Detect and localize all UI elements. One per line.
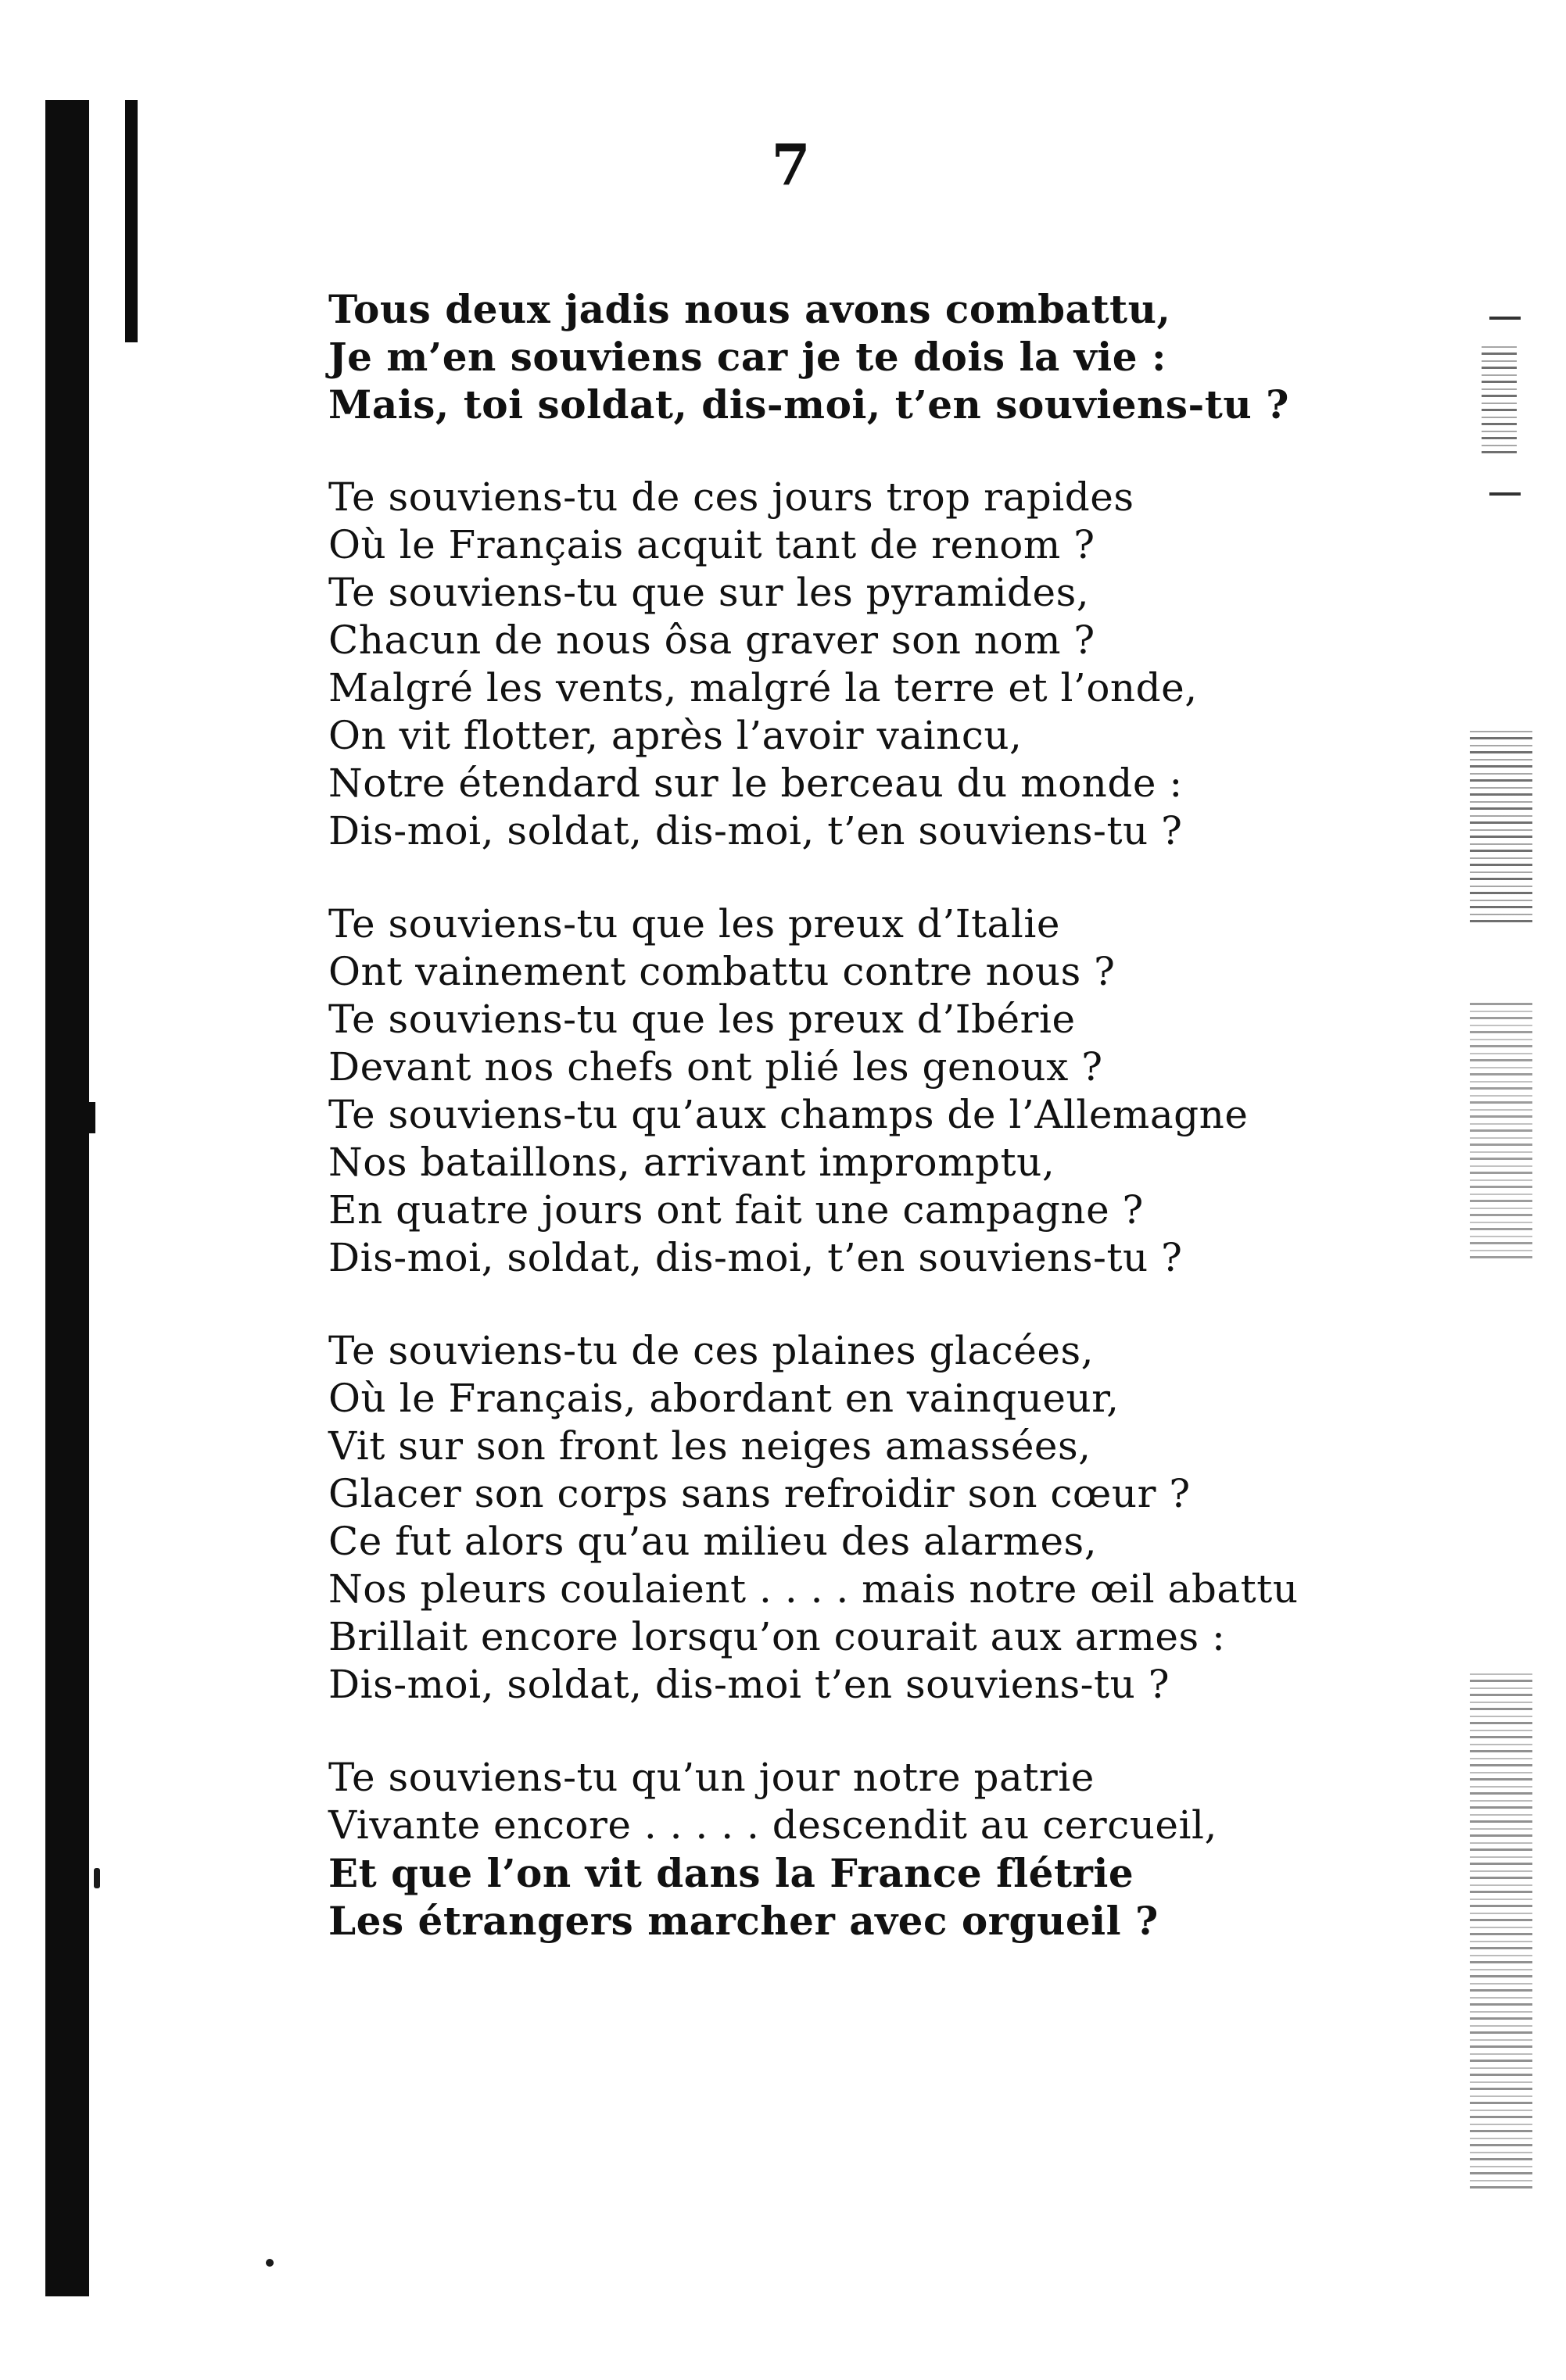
edge-mark — [1489, 492, 1521, 496]
poem-line: Te souviens-tu que sur les pyramides, — [328, 570, 1090, 615]
poem-line: Te souviens-tu que les preux d’Ibérie — [328, 997, 1076, 1042]
poem-line: Mais, toi soldat, dis-moi, t’en souviens-tu ? — [328, 381, 1289, 428]
poem-line: Où le Français, abordant en vainqueur, — [328, 1376, 1120, 1421]
poem-line: Chacun de nous ôsa graver son nom ? — [328, 617, 1095, 663]
edge-scan-noise — [1470, 727, 1532, 922]
poem-line: Les étrangers marcher avec orgueil ? — [328, 1898, 1159, 1944]
page-number: 7 — [771, 131, 811, 198]
binding-gutter-shadow — [45, 100, 89, 2296]
stanza-4 — [328, 1327, 1439, 1709]
poem-line: Te souviens-tu de ces jours trop rapides — [328, 474, 1134, 520]
poem-line: Glacer son corps sans refroidir son cœur ? — [328, 1471, 1191, 1516]
poem-line: Vit sur son front les neiges amassées, — [328, 1423, 1091, 1469]
stanza-2 — [328, 474, 1439, 855]
poem-line: Malgré les vents, malgré la terre et l’onde, — [328, 665, 1198, 710]
poem-line: Brillait encore lorsqu’on courait aux armes : — [328, 1614, 1226, 1659]
gutter-notch — [84, 1102, 95, 1133]
poem-line: Tous deux jadis nous avons combattu, — [328, 286, 1171, 332]
poem-line: Te souviens-tu de ces plaines glacées, — [328, 1328, 1095, 1373]
poem-line: Et que l’on vit dans la France flétrie — [328, 1850, 1134, 1896]
poem-line: Devant nos chefs ont plié les genoux ? — [328, 1044, 1103, 1090]
poem-line: Notre étendard sur le berceau du monde : — [328, 761, 1183, 806]
edge-scan-noise — [1470, 1673, 1532, 2189]
ink-speck — [266, 2259, 274, 2267]
poem-line: Dis-moi, soldat, dis-moi, t’en souviens-tu ? — [328, 1235, 1183, 1280]
edge-scan-noise — [1470, 1000, 1532, 1258]
poem-line: En quatre jours ont fait une campagne ? — [328, 1187, 1144, 1233]
poem-line: Te souviens-tu qu’un jour notre patrie — [328, 1755, 1095, 1800]
poem-line: On vit flotter, après l’avoir vaincu, — [328, 713, 1023, 758]
poem-line: Vivante encore . . . . . descendit au cercueil, — [328, 1802, 1217, 1848]
stanza-1 — [328, 285, 1439, 428]
poem-line: Te souviens-tu que les preux d’Italie — [328, 901, 1060, 947]
poem-line: Dis-moi, soldat, dis-moi, t’en souviens-tu ? — [328, 808, 1183, 854]
poem-line: Je m’en souviens car je te dois la vie : — [328, 334, 1166, 380]
poem-line: Ont vainement combattu contre nous ? — [328, 949, 1116, 994]
poem-line: Où le Français acquit tant de renom ? — [328, 522, 1095, 567]
poem-body — [328, 285, 1439, 1990]
poem-line: Nos pleurs coulaient . . . . mais notre œil abattu — [328, 1566, 1299, 1612]
ink-speck — [94, 1868, 100, 1888]
edge-scan-noise — [1482, 344, 1517, 453]
stanza-5 — [328, 1754, 1439, 1945]
poem-line: Te souviens-tu qu’aux champs de l’Allemagne — [328, 1092, 1249, 1137]
poem-line: Dis-moi, soldat, dis-moi t’en souviens-tu ? — [328, 1662, 1170, 1707]
poem-line: Ce fut alors qu’au milieu des alarmes, — [328, 1519, 1098, 1564]
edge-mark — [1489, 317, 1521, 320]
poem-line: Nos bataillons, arrivant impromptu, — [328, 1140, 1055, 1185]
stanza-3 — [328, 900, 1439, 1282]
